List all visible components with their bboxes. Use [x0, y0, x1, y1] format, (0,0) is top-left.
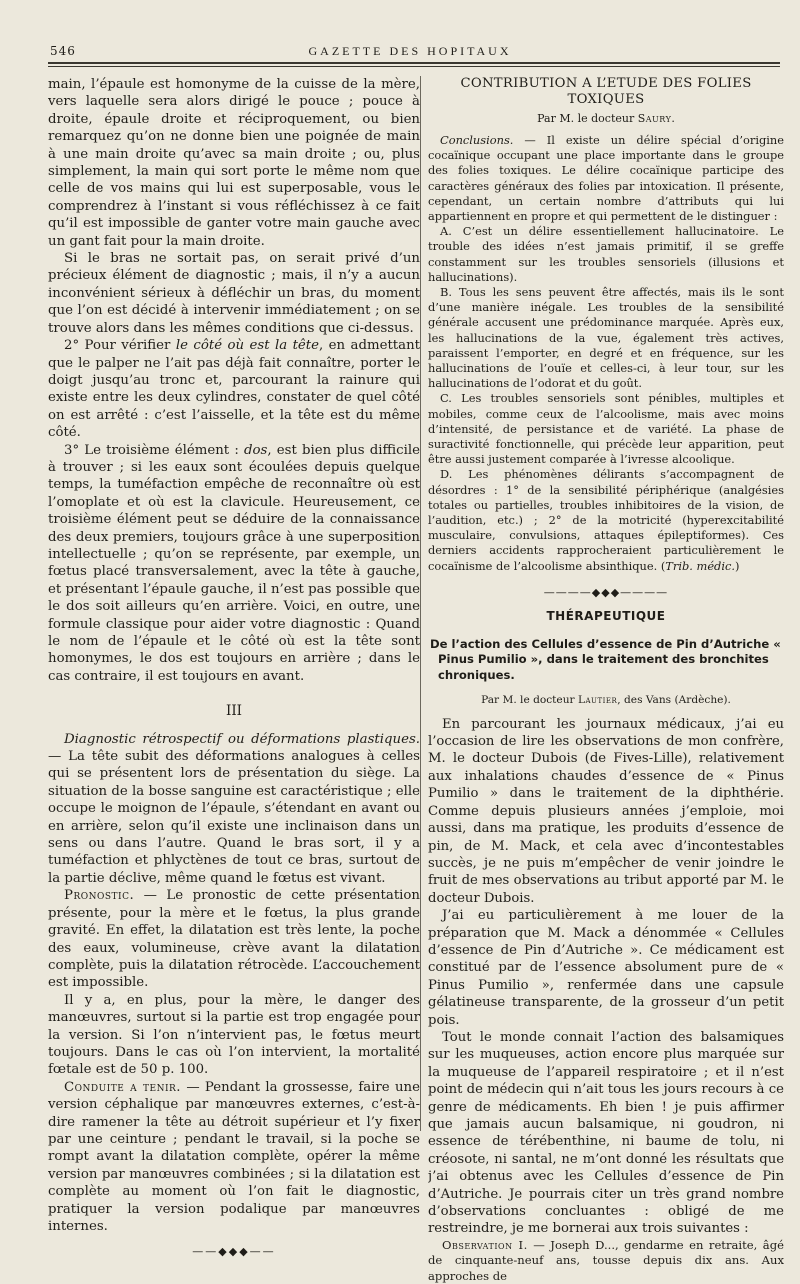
paragraph: main, l’épaule est homonyme de la cuisse de la mère, vers laquelle sera alors dirigé le pouce ; pouce à droite, épaule droite et réciproquement, ou bien remarquez qu’on ne donne bien une poignée de main à une main droite qu’avec sa main droite ; ou, plus simplement, la main qui sort porte le même nom que celle de vos mains qui lui est superposable, vous le comprendrez à l’instant si vous réfléchissez à ce fait qu’il est impossible de ganter votre main gauche avec un gant fait pour la main droite. [48, 77, 420, 249]
paragraph: Si le bras ne sortait pas, on serait privé d’un précieux élément de diagnostic ; mais, il n’y a aucun inconvénient sérieux à défléchir un bras, du moment que l’on est décidé à intervenir immédiatement ; on se trouve alors dans les mêmes conditions que ci-dessus. [48, 251, 420, 336]
section-heading: THÉRAPEUTIQUE [546, 608, 666, 623]
run-in-heading: Observation I. [442, 1237, 528, 1252]
column-divider [420, 76, 421, 1131]
journal-title: GAZETTE DES HOPITAUX [308, 44, 512, 58]
header-rule-thick [48, 62, 780, 64]
paragraph: B. Tous les sens peuvent être affectés, mais ils le sont d’une manière inégale. Les troubles de la sensibilité générale accusent une prédominance marquée. Après eux, les hallucinations de la vue, également très actives, paraissent l’emporter, en degré et en fréquence, sur les hallucinations de l’ouïe et celles-ci, à leur tour, sur les hallucinations de l’odorat et du goût. [428, 285, 784, 391]
observation [428, 1238, 784, 1284]
page-number: 546 [50, 44, 76, 58]
article-title: De l’action des Cellules d’essence de Pin d’Autriche « Pinus Pumilio », dans le traitement des bronchites chroniques. [430, 636, 781, 683]
separator-ornament: ————◆◆◆———— [543, 585, 669, 599]
header-rule-thin [48, 66, 780, 67]
running-header [40, 44, 780, 62]
paragraph: D. Les phénomènes délirants s’accompagnent de désordres : 1° de la sensibilité périphérique (analgésies totales ou partielles, troubles inhibitoires de la vision, de l’audition, etc.) ; 2° de la motricité (hyperexcitabilité musculaire, convulsions, attaques épileptiformes). Ces derniers accidents rapprocheraient particulièrement le cocaïnisme de l’alcoolisme absinthique. (Trib. médic.) [428, 467, 784, 573]
paragraph: J’ai eu particulièrement à me louer de la préparation que M. Mack a dénommée « Cellules d’essence de Pin d’Autriche ». Ce médicament est constitué par de l’essence absolument pure de « Pinus Pumilio », renfermée dans une capsule gélatineuse transparente, de la grosseur d’un petit pois. [428, 908, 784, 1028]
article-title: CONTRIBUTION A L’ETUDE DES FOLIES TOXIQUES [460, 76, 752, 107]
paragraph: Tout le monde connait l’action des balsamiques sur les muqueuses, action encore plus marquée sur la muqueuse de l’appareil respiratoire ; et il n’est point de médecin qui n’ait tous les jours recours à ce genre de médicaments. Eh bien ! je puis affirmer que jamais aucun balsamique, ni goudron, ni essence de térébenthine, ni baume de tolu, ni créosote, ni santal, ne m’ont donné les résultats que j’ai obtenus avec les Cellules d’essence de Pin d’Autriche. Je pourrais citer un très grand nombre d’observations concluantes : obligé de me restreindre, je me bornerai aux trois suivantes : [428, 1029, 784, 1237]
run-in-heading: Conduite a tenir. [64, 1079, 181, 1095]
run-in-heading: Pronostic. [64, 888, 135, 904]
paragraph: En parcourant les journaux médicaux, j’ai eu l’occasion de lire les observations de mon confrère, M. le docteur Dubois (de Fives-Lille), relativement aux inhalations chaudes d’essence de « Pinus Pumilio » dans le traitement de la diphthérie. Comme depuis plusieurs années j’emploie, moi aussi, dans ma pratique, les produits d’essence de pin, de M. Mack, et cela avec d’incontestables succès, je ne puis m’empêcher de venir joindre le fruit de mes observations au tribut apporté par M. le docteur Dubois. [428, 716, 784, 906]
article-body [428, 133, 784, 574]
paragraph: Il y a, en plus, pour la mère, le danger des manœuvres, surtout si la partie est trop engagée pour la version. Si l’on n’intervient pas, le fœtus meurt toujours. Dans le cas où l’on intervient, la mortalité fœtale est de 50 p. 100. [48, 992, 420, 1078]
paragraph: C. Les troubles sensoriels sont pénibles, multiples et mobiles, comme ceux de l’alcoolisme, mais avec moins d’intensité, de persistance et de variété. La phase de suractivité fonctionnelle, qui précède leur apparition, peut être aussi justement comparée à l’ivresse alcoolique. [428, 391, 784, 467]
run-in-heading: Conclusions. [440, 133, 514, 147]
emphasis: le côté où est la tête [175, 338, 320, 354]
section-number: III [226, 703, 242, 720]
paragraph: Conduite a tenir. — Pendant la grossesse, faire une version céphalique par manœuvres externes, c’est-à-dire ramener la tête au détroit supérieur et l’y fixer par une ceinture ; pendant le travail, si la poche se rompt avant la dilatation complète, opérer la même version par manœuvres combinées ; si la dilatation est complète au moment où l’on fait le diagnostic, pratiquer la version podalique par manœuvres internes. [48, 1079, 420, 1234]
paragraph: A. C’est un délire essentiellement hallucinatoire. Le trouble des idées n’est jamais primitif, il se greffe constamment sur les troubles sensoriels (illusions et hallucinations). [428, 224, 784, 284]
section-heading: Diagnostic rétrospectif ou déformations plastiques. [64, 731, 420, 747]
end-ornament: ——◆◆◆—— [192, 1245, 276, 1259]
article-body [428, 716, 784, 1238]
paragraph: Observation I. — Joseph D..., gendarme en retraite, âgé de cinquante-neuf ans, tousse depuis dix ans. Aux approches de [428, 1237, 784, 1283]
paragraph: Diagnostic rétrospectif ou déformations plastiques. — La tête subit des déformations analogues à celles qui se présentent lors de présentation du siège. La situation de la bosse sanguine est caractéristique ; elle occupe le moignon de l’épaule, s’étendant en avant ou en arrière, selon qu’il existe une inclinaison dans un sens ou dans l’autre. Quand le bras sort, il y a tuméfaction et phlyctènes de tout ce bras, surtout de la partie déclive, même quand le fœtus est vivant. [48, 731, 420, 886]
paragraph: Conclusions. — Il existe un délire spécial d’origine cocaïnique occupant une place importante dans le groupe des folies toxiques. Le délire cocaïnique participe des caractères généraux des folies par intoxication. Il présente, cependant, un certain nombre d’attributs qui lui appartiennent en propre et qui permettent de le distinguer : [428, 133, 784, 224]
article-author: Par M. le docteur Saury. [537, 112, 675, 125]
left-column [48, 76, 420, 1261]
right-column [428, 76, 784, 1284]
article-author: Par M. le docteur Lautier, des Vans (Ardèche). [481, 693, 731, 706]
emphasis: dos [244, 442, 268, 458]
paragraph: 2° Pour vérifier le côté où est la tête, en admettant que le palper ne l’ait pas déjà fait connaître, porter le doigt jusqu’au tronc et, parcourant la rainure qui existe entre les deux cylindres, constater de quel côté on est arrêté : c’est l’aisselle, et la tête est du même côté. [48, 338, 420, 441]
paragraph: Pronostic. — Le pronostic de cette présentation présente, pour la mère et le fœtus, la plus grande gravité. En effet, la dilatation est très lente, la poche des eaux, volumineuse, crève avant la dilatation complète, puis la dilatation rétrocède. L’accouchement est impossible. [48, 888, 420, 991]
paragraph: 3° Le troisième élément : dos, est bien plus difficile à trouver ; si les eaux sont écoulées depuis quelque temps, la tuméfaction empêche de reconnaître où est l’omoplate et où est la clavicule. Heureusement, ce troisième élément peut se déduire de la connaissance des deux premiers, toujours grâce à une superposition intellectuelle ; qu’on se représente, par exemple, un fœtus placé transversalement, avec la tête à gauche, et présentant l’épaule gauche, il n’est pas possible que le dos soit ailleurs qu’en arrière. Voici, en outre, une formule classique pour aider votre diagnostic : Quand le nom de l’épaule et le côté où est la tête sont homonymes, le dos est toujours en arrière ; dans le cas contraire, il est toujours en avant. [48, 442, 420, 684]
